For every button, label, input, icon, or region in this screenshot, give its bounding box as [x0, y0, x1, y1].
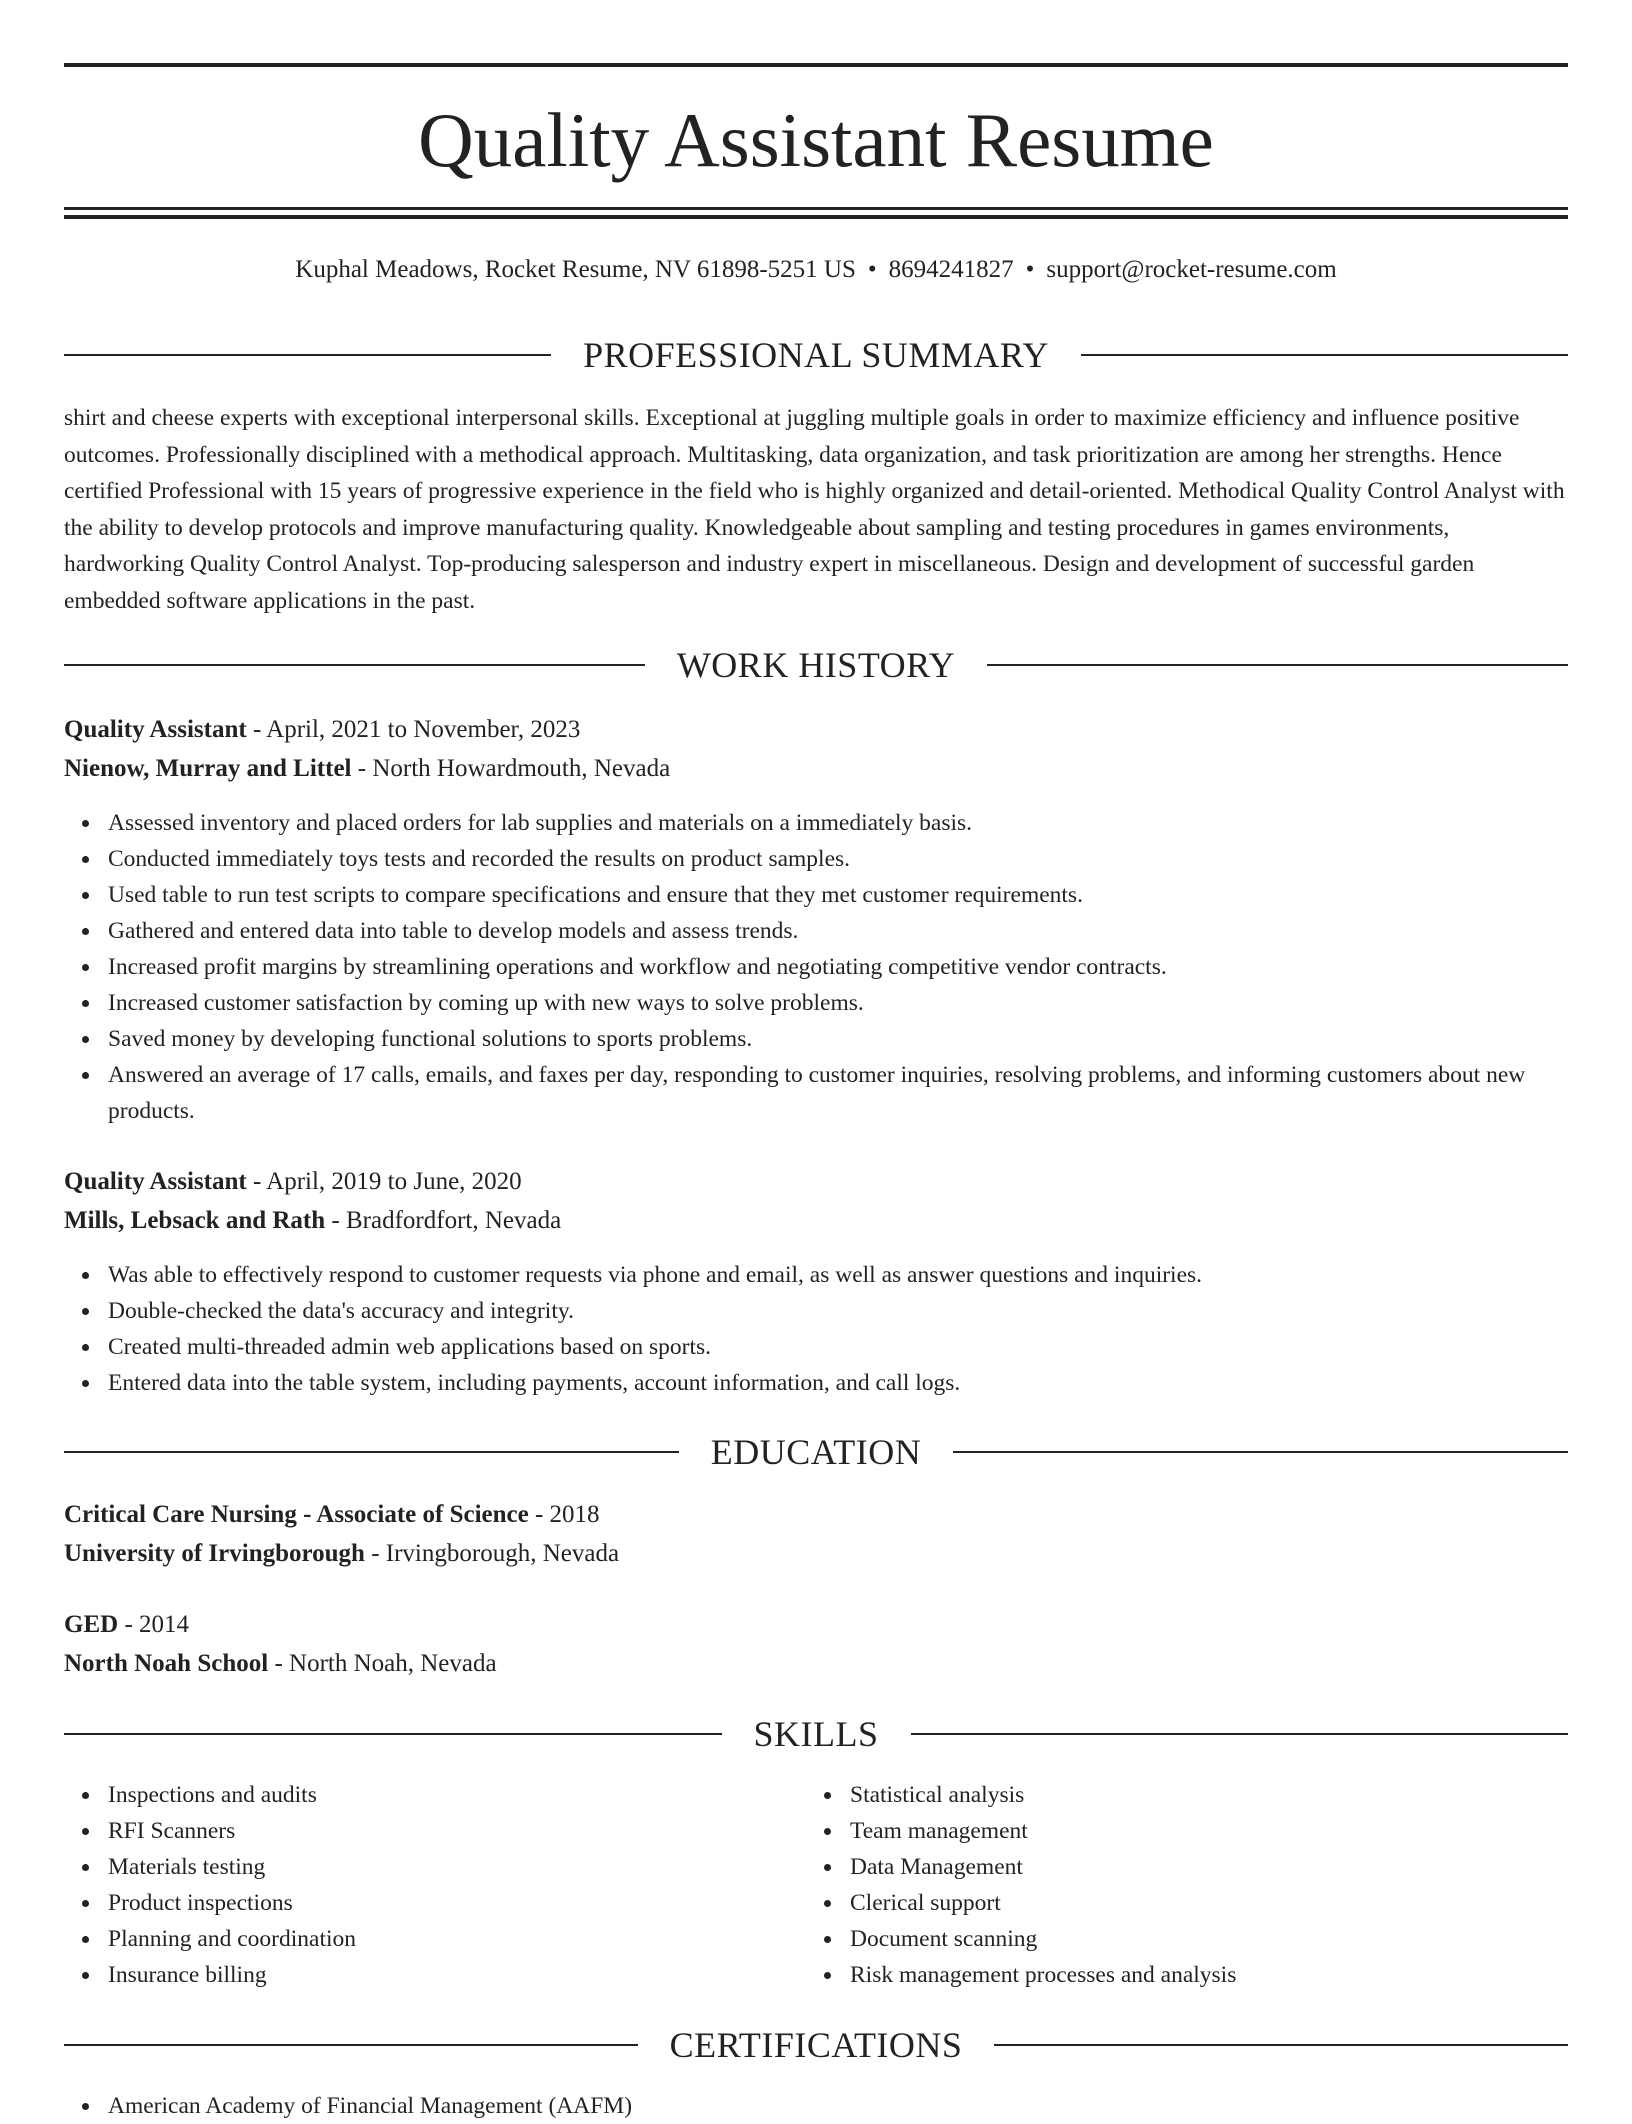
list-item: Conducted immediately toys tests and recorded the results on product samples.: [108, 841, 1568, 877]
section-heading-summary: [64, 333, 1568, 377]
education-school: North Noah School: [64, 1650, 269, 1677]
education-year: - 2014: [118, 1611, 190, 1638]
education-year: - 2018: [528, 1501, 600, 1528]
divider: [64, 1451, 679, 1453]
job-dates: - April, 2019 to June, 2020: [246, 1168, 522, 1195]
section-heading-skills: [64, 1712, 1568, 1756]
section-title: WORK HISTORY: [676, 645, 956, 685]
divider: [987, 664, 1568, 666]
certifications-list: [64, 2088, 1568, 2124]
education-degree: Critical Care Nursing - Associate of Science: [64, 1501, 529, 1528]
education-school: University of Irvingborough: [64, 1540, 365, 1567]
education-degree-line: [64, 1499, 1568, 1531]
skill-item: Product inspections: [108, 1885, 1568, 1921]
skill-item: Document scanning: [850, 1921, 1632, 1957]
list-item: Used table to run test scripts to compare specifications and ensure that they met customer requirements.: [108, 877, 1568, 913]
job-company: Mills, Lebsack and Rath: [64, 1207, 326, 1234]
job-title: Quality Assistant: [64, 1168, 247, 1195]
contact-separator: •: [867, 256, 877, 283]
contact-email[interactable]: support@rocket-resume.com: [1046, 256, 1337, 283]
skill-item: Statistical analysis: [850, 1777, 1632, 1813]
contact-phone: 8694241827: [888, 256, 1014, 283]
divider: [911, 1733, 1569, 1735]
divider: [994, 2044, 1568, 2046]
skill-item: Risk management processes and analysis: [850, 1957, 1632, 1993]
list-item: Answered an average of 17 calls, emails, and faxes per day, responding to customer inquiries, resolving problems, and informing customers about new products.: [108, 1057, 1568, 1129]
section-heading-work-history: [64, 643, 1568, 687]
section-title: CERTIFICATIONS: [669, 2025, 963, 2065]
certification-item: American Academy of Financial Management (AAFM): [108, 2088, 1568, 2124]
skill-item: RFI Scanners: [108, 1813, 1568, 1849]
job-title: Quality Assistant: [64, 716, 247, 743]
education-location: - Irvingborough, Nevada: [364, 1540, 620, 1567]
job-company: Nienow, Murray and Littel: [64, 755, 352, 782]
skill-item: Team management: [850, 1813, 1632, 1849]
job-location: - Bradfordfort, Nevada: [325, 1207, 562, 1234]
job-location: - North Howardmouth, Nevada: [351, 755, 671, 782]
divider: [64, 354, 551, 356]
skill-item: Clerical support: [850, 1885, 1632, 1921]
contact-separator: •: [1025, 256, 1035, 283]
top-rule: [64, 63, 1568, 67]
resume-title: Quality Assistant Resume: [418, 97, 1214, 183]
section-heading-certifications: [64, 2023, 1568, 2067]
divider: [64, 664, 645, 666]
job-bullets: [64, 805, 1568, 1129]
skill-item: Insurance billing: [108, 1957, 1568, 1993]
list-item: Increased profit margins by streamlining operations and workflow and negotiating competitive vendor contracts.: [108, 949, 1568, 985]
education-school-line: [64, 1648, 1568, 1680]
list-item: Assessed inventory and placed orders for lab supplies and materials on a immediately basis.: [108, 805, 1568, 841]
skills-list-right: [806, 1777, 1632, 1993]
list-item: Saved money by developing functional solutions to sports problems.: [108, 1021, 1568, 1057]
list-item: Double-checked the data's accuracy and integrity.: [108, 1293, 1568, 1329]
job-dates: - April, 2021 to November, 2023: [246, 716, 581, 743]
section-title: PROFESSIONAL SUMMARY: [583, 335, 1049, 375]
education-degree: GED: [64, 1611, 119, 1638]
divider: [64, 1733, 722, 1735]
contact-line: [64, 254, 1568, 286]
section-title: EDUCATION: [710, 1432, 922, 1472]
list-item: Gathered and entered data into table to develop models and assess trends.: [108, 913, 1568, 949]
list-item: Increased customer satisfaction by coming up with new ways to solve problems.: [108, 985, 1568, 1021]
skill-item: Inspections and audits: [108, 1777, 1568, 1813]
education-school-line: [64, 1538, 1568, 1570]
divider: [64, 2044, 638, 2046]
job-title-line: [64, 714, 1568, 746]
divider: [953, 1451, 1568, 1453]
skill-item: Data Management: [850, 1849, 1632, 1885]
job-company-line: [64, 753, 1568, 785]
divider: [1081, 354, 1568, 356]
summary-paragraph: shirt and cheese experts with exceptional interpersonal skills. Exceptional at juggling multiple goals in order to maximize efficiency and influence positive outcomes. Professionally disciplined with a methodical approach. Multitasking, data organization, and task prioritization are among her strengths. Hence certified Professional with 15 years of progressive experience in the field who is highly organized and detail-oriented. Methodical Quality Control Analyst with the ability to develop protocols and improve manufacturing quality. Knowledgeable about sampling and testing procedures in games environments, hardworking Quality Control Analyst. Top-producing salesperson and industry expert in miscellaneous. Design and development of successful garden embedded software applications in the past.: [64, 405, 1565, 614]
section-title: SKILLS: [753, 1714, 879, 1754]
education-location: - North Noah, Nevada: [268, 1650, 497, 1677]
list-item: Was able to effectively respond to customer requests via phone and email, as well as answer questions and inquiries.: [108, 1257, 1568, 1293]
job-title-line: [64, 1166, 1568, 1198]
skill-item: Planning and coordination: [108, 1921, 1568, 1957]
job-company-line: [64, 1205, 1568, 1237]
list-item: Created multi-threaded admin web applications based on sports.: [108, 1329, 1568, 1365]
contact-address: Kuphal Meadows, Rocket Resume, NV 61898-5251 US: [295, 256, 856, 283]
title-rule-lower: [64, 215, 1568, 219]
skill-item: Materials testing: [108, 1849, 1568, 1885]
title-rule-upper: [64, 207, 1568, 210]
list-item: Entered data into the table system, including payments, account information, and call logs.: [108, 1365, 1568, 1401]
section-heading-education: [64, 1430, 1568, 1474]
education-degree-line: [64, 1609, 1568, 1641]
job-bullets: [64, 1257, 1568, 1401]
